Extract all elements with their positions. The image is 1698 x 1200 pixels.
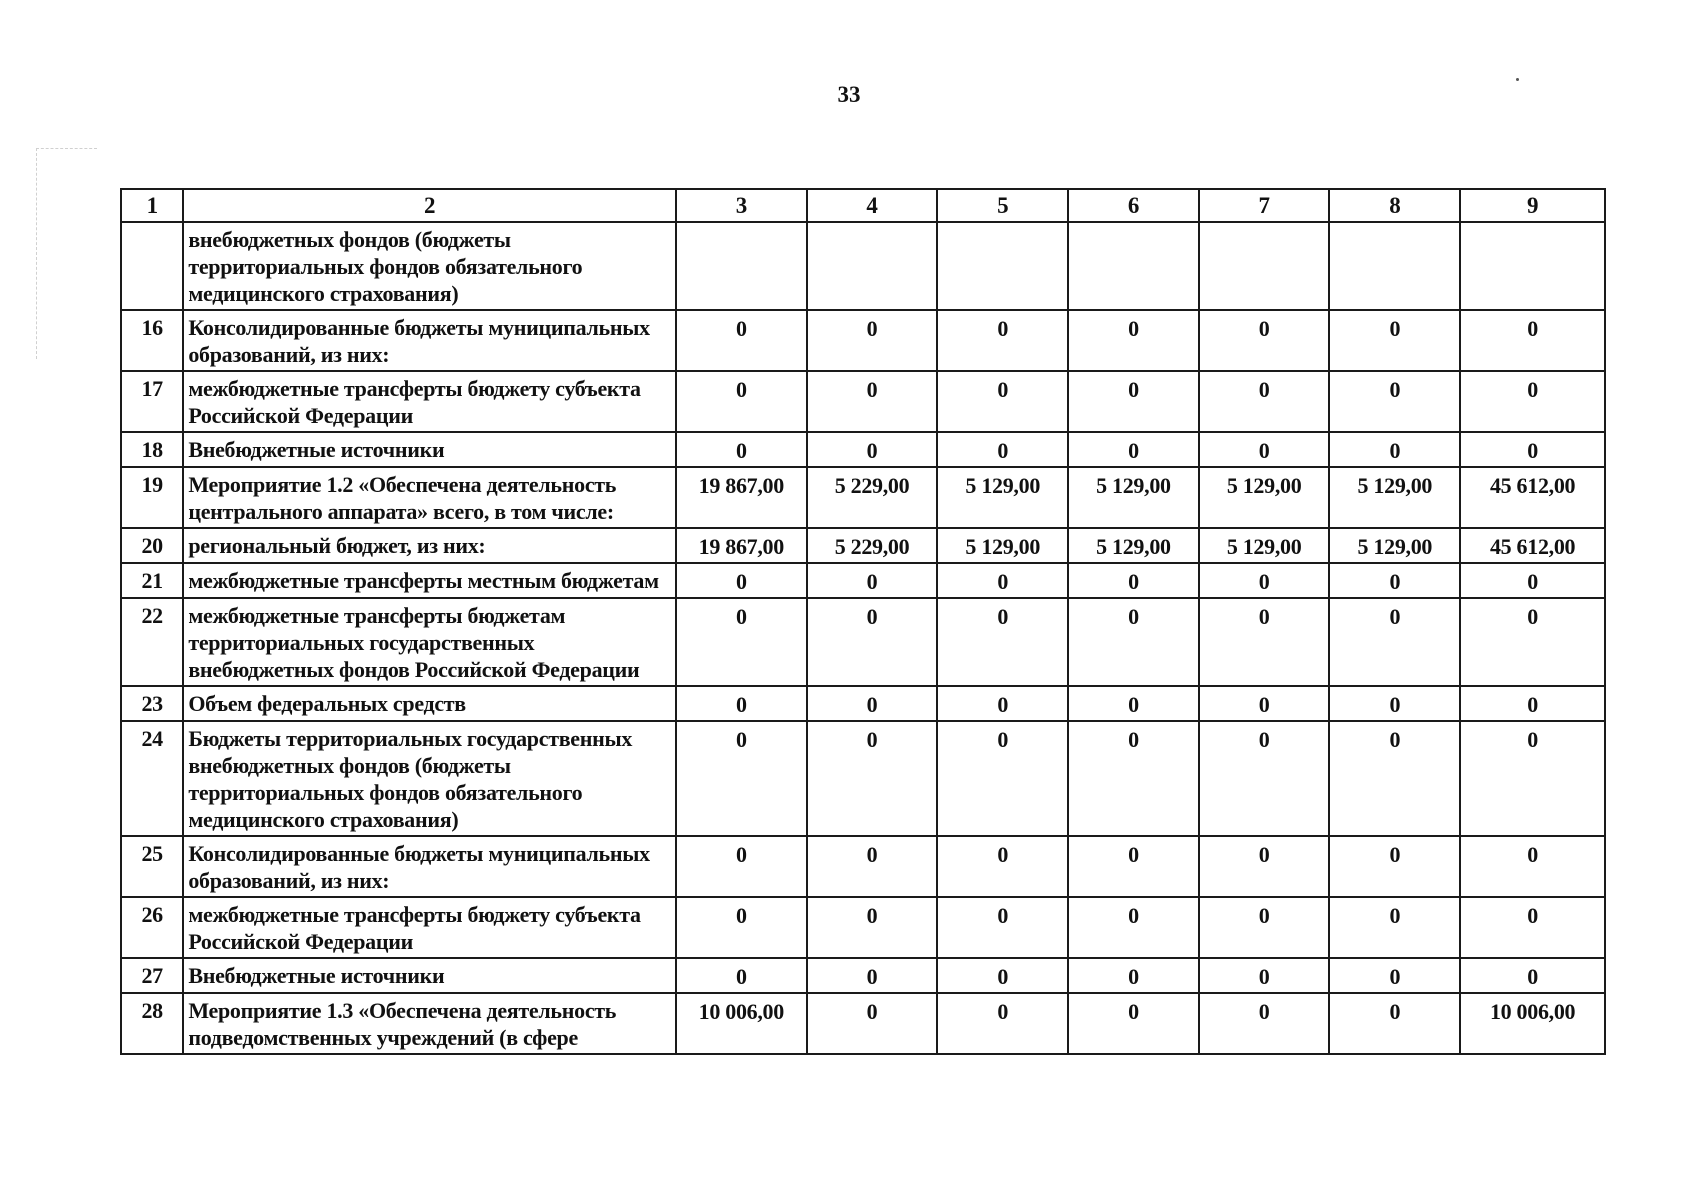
row-number: 16 (121, 310, 183, 371)
row-description: региональный бюджет, из них: (183, 528, 676, 563)
value-cell-col-8: 0 (1329, 958, 1460, 993)
page-number: 33 (837, 82, 861, 107)
value-cell-col-9: 0 (1460, 598, 1605, 686)
row-number: 19 (121, 467, 183, 528)
value-cell-col-9: 0 (1460, 721, 1605, 836)
value-cell-col-3: 0 (676, 721, 807, 836)
row-description: Консолидированные бюджеты муниципальных образований, из них: (183, 836, 676, 897)
value-cell-col-5: 0 (937, 897, 1068, 958)
table-row (121, 836, 1605, 897)
value-cell-col-6: 0 (1068, 897, 1199, 958)
table-row (121, 371, 1605, 432)
table-body (121, 222, 1605, 1054)
value-cell-col-7: 0 (1199, 897, 1330, 958)
value-cell-col-6: 0 (1068, 958, 1199, 993)
value-cell-col-5: 5 129,00 (937, 467, 1068, 528)
row-description: Бюджеты территориальных государственных внебюджетных фондов (бюджеты территориальных фондов обязательного медицинского страхования) (183, 721, 676, 836)
value-cell-col-4: 0 (807, 721, 938, 836)
value-cell-col-7: 0 (1199, 686, 1330, 721)
value-cell-col-9: 10 006,00 (1460, 993, 1605, 1054)
row-number: 27 (121, 958, 183, 993)
value-cell-col-7: 0 (1199, 721, 1330, 836)
value-cell-col-7: 0 (1199, 958, 1330, 993)
table-row (121, 897, 1605, 958)
value-cell-col-4: 0 (807, 897, 938, 958)
table-row (121, 432, 1605, 467)
value-cell-col-4: 0 (807, 836, 938, 897)
value-cell-col-3: 0 (676, 432, 807, 467)
value-cell-col-5: 5 129,00 (937, 528, 1068, 563)
value-cell-col-4: 0 (807, 958, 938, 993)
value-cell-col-8: 0 (1329, 310, 1460, 371)
value-cell-col-6: 0 (1068, 432, 1199, 467)
budget-table (120, 188, 1606, 1055)
value-cell-col-9: 0 (1460, 432, 1605, 467)
row-number: 17 (121, 371, 183, 432)
value-cell-col-3: 0 (676, 686, 807, 721)
value-cell-col-8: 0 (1329, 897, 1460, 958)
value-cell-col-3: 0 (676, 958, 807, 993)
row-description: Внебюджетные источники (183, 432, 676, 467)
value-cell-col-9: 0 (1460, 371, 1605, 432)
value-cell-col-8: 0 (1329, 432, 1460, 467)
value-cell-col-4: 0 (807, 371, 938, 432)
row-description: межбюджетные трансферты бюджету субъекта Российской Федерации (183, 897, 676, 958)
row-number: 25 (121, 836, 183, 897)
value-cell-col-8: 0 (1329, 371, 1460, 432)
value-cell-col-5: 0 (937, 432, 1068, 467)
value-cell-col-6: 0 (1068, 563, 1199, 598)
value-cell-col-7: 5 129,00 (1199, 467, 1330, 528)
value-cell-col-4: 0 (807, 993, 938, 1054)
row-description: межбюджетные трансферты местным бюджетам (183, 563, 676, 598)
value-cell-col-8 (1329, 222, 1460, 310)
value-cell-col-9: 0 (1460, 563, 1605, 598)
row-description: межбюджетные трансферты бюджетам территориальных государственных внебюджетных фондов Российской Федерации (183, 598, 676, 686)
value-cell-col-6: 0 (1068, 598, 1199, 686)
row-description: Объем федеральных средств (183, 686, 676, 721)
table-row (121, 721, 1605, 836)
value-cell-col-9: 0 (1460, 897, 1605, 958)
row-number: 26 (121, 897, 183, 958)
table-row (121, 528, 1605, 563)
scan-speck (1516, 78, 1519, 81)
value-cell-col-3: 0 (676, 563, 807, 598)
value-cell-col-4: 0 (807, 563, 938, 598)
row-description: Внебюджетные источники (183, 958, 676, 993)
row-number: 23 (121, 686, 183, 721)
value-cell-col-7: 0 (1199, 993, 1330, 1054)
value-cell-col-3: 0 (676, 598, 807, 686)
value-cell-col-7: 0 (1199, 310, 1330, 371)
value-cell-col-5: 0 (937, 310, 1068, 371)
column-header-9: 9 (1460, 189, 1605, 222)
value-cell-col-4: 0 (807, 310, 938, 371)
value-cell-col-8: 5 129,00 (1329, 528, 1460, 563)
value-cell-col-5: 0 (937, 993, 1068, 1054)
value-cell-col-6: 0 (1068, 310, 1199, 371)
value-cell-col-9: 45 612,00 (1460, 467, 1605, 528)
column-header-4: 4 (807, 189, 938, 222)
value-cell-col-6: 0 (1068, 993, 1199, 1054)
value-cell-col-9: 0 (1460, 686, 1605, 721)
value-cell-col-9: 0 (1460, 310, 1605, 371)
table-row (121, 467, 1605, 528)
budget-table-container (120, 188, 1606, 1055)
row-number: 18 (121, 432, 183, 467)
row-number: 28 (121, 993, 183, 1054)
value-cell-col-3: 0 (676, 371, 807, 432)
table-row (121, 222, 1605, 310)
value-cell-col-3: 0 (676, 310, 807, 371)
value-cell-col-5: 0 (937, 598, 1068, 686)
value-cell-col-9: 0 (1460, 836, 1605, 897)
value-cell-col-8: 0 (1329, 563, 1460, 598)
row-description: Мероприятие 1.3 «Обеспечена деятельность подведомственных учреждений (в сфере (183, 993, 676, 1054)
table-row (121, 310, 1605, 371)
value-cell-col-4: 5 229,00 (807, 528, 938, 563)
value-cell-col-3 (676, 222, 807, 310)
row-number: 24 (121, 721, 183, 836)
value-cell-col-6: 0 (1068, 686, 1199, 721)
value-cell-col-7: 0 (1199, 598, 1330, 686)
value-cell-col-8: 0 (1329, 686, 1460, 721)
table-row (121, 993, 1605, 1054)
value-cell-col-5: 0 (937, 836, 1068, 897)
value-cell-col-6: 5 129,00 (1068, 467, 1199, 528)
row-description: внебюджетных фондов (бюджеты территориальных фондов обязательного медицинского страхования) (183, 222, 676, 310)
value-cell-col-8: 0 (1329, 598, 1460, 686)
value-cell-col-3: 10 006,00 (676, 993, 807, 1054)
value-cell-col-5: 0 (937, 721, 1068, 836)
row-number (121, 222, 183, 310)
row-description: Мероприятие 1.2 «Обеспечена деятельность центрального аппарата» всего, в том числе: (183, 467, 676, 528)
row-description: межбюджетные трансферты бюджету субъекта Российской Федерации (183, 371, 676, 432)
value-cell-col-8: 0 (1329, 721, 1460, 836)
value-cell-col-7 (1199, 222, 1330, 310)
table-row (121, 686, 1605, 721)
value-cell-col-4 (807, 222, 938, 310)
value-cell-col-9: 0 (1460, 958, 1605, 993)
header-row (121, 189, 1605, 222)
value-cell-col-7: 0 (1199, 836, 1330, 897)
column-header-6: 6 (1068, 189, 1199, 222)
value-cell-col-7: 0 (1199, 371, 1330, 432)
value-cell-col-4: 5 229,00 (807, 467, 938, 528)
value-cell-col-3: 0 (676, 836, 807, 897)
column-header-5: 5 (937, 189, 1068, 222)
value-cell-col-4: 0 (807, 686, 938, 721)
value-cell-col-7: 0 (1199, 563, 1330, 598)
value-cell-col-7: 5 129,00 (1199, 528, 1330, 563)
value-cell-col-5: 0 (937, 958, 1068, 993)
value-cell-col-6: 0 (1068, 371, 1199, 432)
table-row (121, 598, 1605, 686)
value-cell-col-9: 45 612,00 (1460, 528, 1605, 563)
column-header-8: 8 (1329, 189, 1460, 222)
column-header-2: 2 (183, 189, 676, 222)
value-cell-col-7: 0 (1199, 432, 1330, 467)
value-cell-col-5: 0 (937, 371, 1068, 432)
value-cell-col-5: 0 (937, 686, 1068, 721)
column-header-7: 7 (1199, 189, 1330, 222)
value-cell-col-9 (1460, 222, 1605, 310)
value-cell-col-8: 0 (1329, 836, 1460, 897)
value-cell-col-3: 19 867,00 (676, 528, 807, 563)
row-number: 20 (121, 528, 183, 563)
table-row (121, 958, 1605, 993)
value-cell-col-6: 5 129,00 (1068, 528, 1199, 563)
value-cell-col-4: 0 (807, 432, 938, 467)
row-number: 21 (121, 563, 183, 598)
value-cell-col-5: 0 (937, 563, 1068, 598)
table-row (121, 563, 1605, 598)
value-cell-col-8: 5 129,00 (1329, 467, 1460, 528)
value-cell-col-3: 0 (676, 897, 807, 958)
value-cell-col-6 (1068, 222, 1199, 310)
value-cell-col-5 (937, 222, 1068, 310)
row-description: Консолидированные бюджеты муниципальных образований, из них: (183, 310, 676, 371)
value-cell-col-6: 0 (1068, 836, 1199, 897)
value-cell-col-8: 0 (1329, 993, 1460, 1054)
column-header-1: 1 (121, 189, 183, 222)
column-header-3: 3 (676, 189, 807, 222)
row-number: 22 (121, 598, 183, 686)
value-cell-col-4: 0 (807, 598, 938, 686)
scan-margin-mark (36, 148, 97, 359)
value-cell-col-3: 19 867,00 (676, 467, 807, 528)
value-cell-col-6: 0 (1068, 721, 1199, 836)
